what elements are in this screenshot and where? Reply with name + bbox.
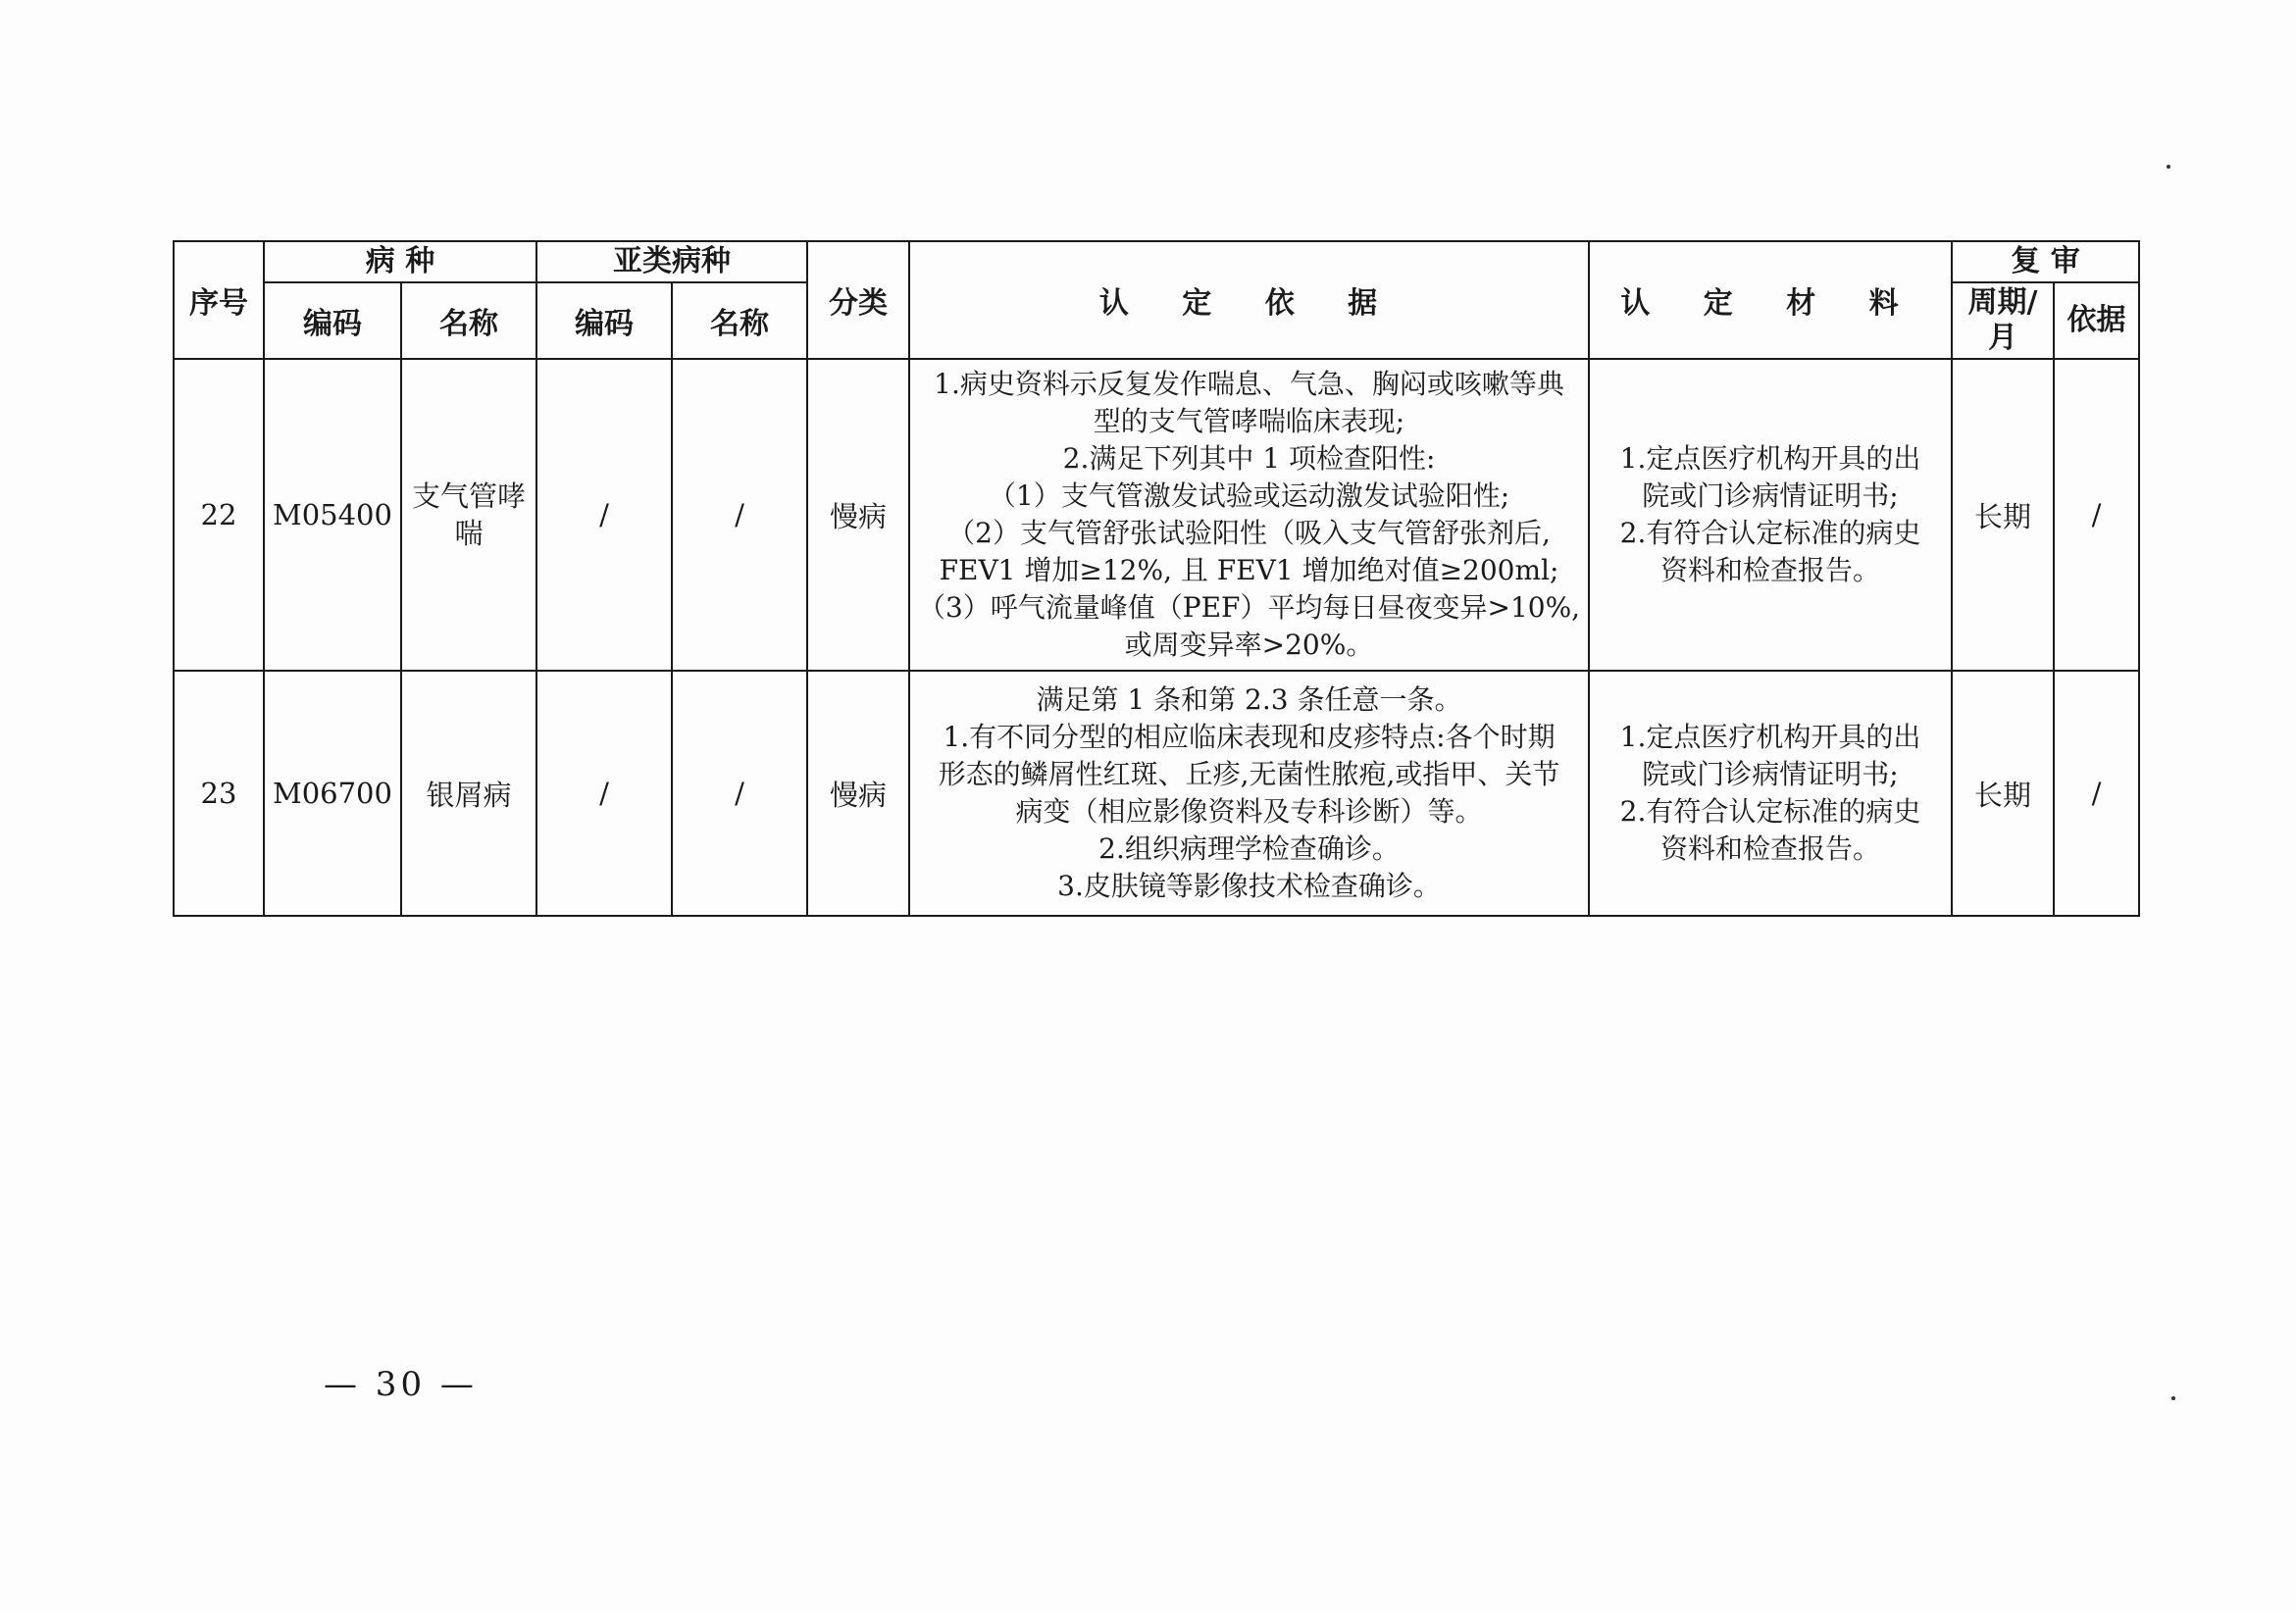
row-review-basis: / <box>2054 671 2139 916</box>
header-basis <box>909 241 1589 359</box>
row-disease-code: M06700 <box>264 671 401 916</box>
basis-line: 2.组织病理学检查确诊。 <box>1098 832 1400 865</box>
basis-line: 型的支气管哮喘临床表现; <box>1093 405 1405 437</box>
row-subclass-code: / <box>536 359 672 671</box>
header-materials-label: 认 定 材 料 <box>1620 286 1920 321</box>
table-row <box>174 359 2139 671</box>
basis-line: 2.满足下列其中 1 项检查阳性: <box>1062 442 1436 475</box>
materials-line: 2.有符合认定标准的病史 <box>1619 795 1921 828</box>
materials-line: 1.定点医疗机构开具的出 <box>1619 721 1921 753</box>
row-subclass-name: / <box>672 671 807 916</box>
header-disease-code: 编码 <box>264 282 401 359</box>
disease-criteria-table <box>173 240 2140 917</box>
row-disease-name: 银屑病 <box>401 671 536 916</box>
basis-line: （3）呼气流量峰值（PEF）平均每日昼夜变异>10%, <box>917 591 1581 624</box>
materials-line: 院或门诊病情证明书; <box>1642 758 1899 790</box>
header-subclass-name: 名称 <box>672 282 807 359</box>
basis-line: 3.皮肤镜等影像技术检查确诊。 <box>1057 870 1441 902</box>
basis-line: 1.病史资料示反复发作喘息、气急、胸闷或咳嗽等典 <box>934 368 1564 400</box>
materials-line: 1.定点医疗机构开具的出 <box>1619 442 1921 475</box>
row-basis <box>909 359 1589 671</box>
header-subclass-code: 编码 <box>536 282 672 359</box>
scan-speck <box>2171 1396 2175 1400</box>
row-subclass-code: / <box>536 671 672 916</box>
row-disease-code: M05400 <box>264 359 401 671</box>
header-review-period: 周期/月 <box>1952 282 2054 359</box>
header-category: 分类 <box>807 241 909 359</box>
row-seq: 22 <box>174 359 264 671</box>
header-review-group <box>1952 241 2139 282</box>
materials-line: 资料和检查报告。 <box>1660 554 1881 586</box>
materials-line: 资料和检查报告。 <box>1660 832 1881 865</box>
row-review-period: 长期 <box>1952 671 2054 916</box>
basis-line: 或周变异率>20%。 <box>1124 629 1374 661</box>
row-review-basis: / <box>2054 359 2139 671</box>
table-row <box>174 671 2139 916</box>
row-basis <box>909 671 1589 916</box>
row-subclass-name: / <box>672 359 807 671</box>
header-seq: 序号 <box>174 241 264 359</box>
header-materials <box>1589 241 1952 359</box>
basis-line: 满足第 1 条和第 2.3 条任意一条。 <box>1036 683 1462 716</box>
header-review-group-label: 复 审 <box>2011 244 2080 278</box>
header-disease-group-label: 病 种 <box>365 244 435 278</box>
header-review-basis: 依据 <box>2054 282 2139 359</box>
header-disease-name: 名称 <box>401 282 536 359</box>
row-materials <box>1589 359 1952 671</box>
row-disease-name: 支气管哮喘 <box>401 359 536 671</box>
header-disease-group <box>264 241 536 282</box>
basis-line: （2）支气管舒张试验阳性（吸入支气管舒张剂后, <box>947 517 1551 549</box>
materials-line: 院或门诊病情证明书; <box>1642 479 1899 512</box>
page-number: — 30 — <box>324 1365 478 1404</box>
row-category: 慢病 <box>807 671 909 916</box>
basis-line: （1）支气管激发试验或运动激发试验阳性; <box>988 479 1510 512</box>
row-materials <box>1589 671 1952 916</box>
materials-line: 2.有符合认定标准的病史 <box>1619 517 1921 549</box>
basis-line: 病变（相应影像资料及专科诊断）等。 <box>1015 795 1483 828</box>
row-review-period: 长期 <box>1952 359 2054 671</box>
basis-line: 1.有不同分型的相应临床表现和皮疹特点:各个时期 <box>943 721 1556 753</box>
basis-line: 形态的鳞屑性红斑、丘疹,无菌性脓疱,或指甲、关节 <box>938 758 1560 790</box>
basis-line: FEV1 增加≥12%, 且 FEV1 增加绝对值≥200ml; <box>939 554 1559 586</box>
header-basis-label: 认 定 依 据 <box>1098 286 1400 321</box>
header-subclass-group-label: 亚类病种 <box>613 244 732 278</box>
header-subclass-group <box>536 241 807 282</box>
row-category: 慢病 <box>807 359 909 671</box>
row-seq: 23 <box>174 671 264 916</box>
scan-speck <box>2167 165 2170 169</box>
